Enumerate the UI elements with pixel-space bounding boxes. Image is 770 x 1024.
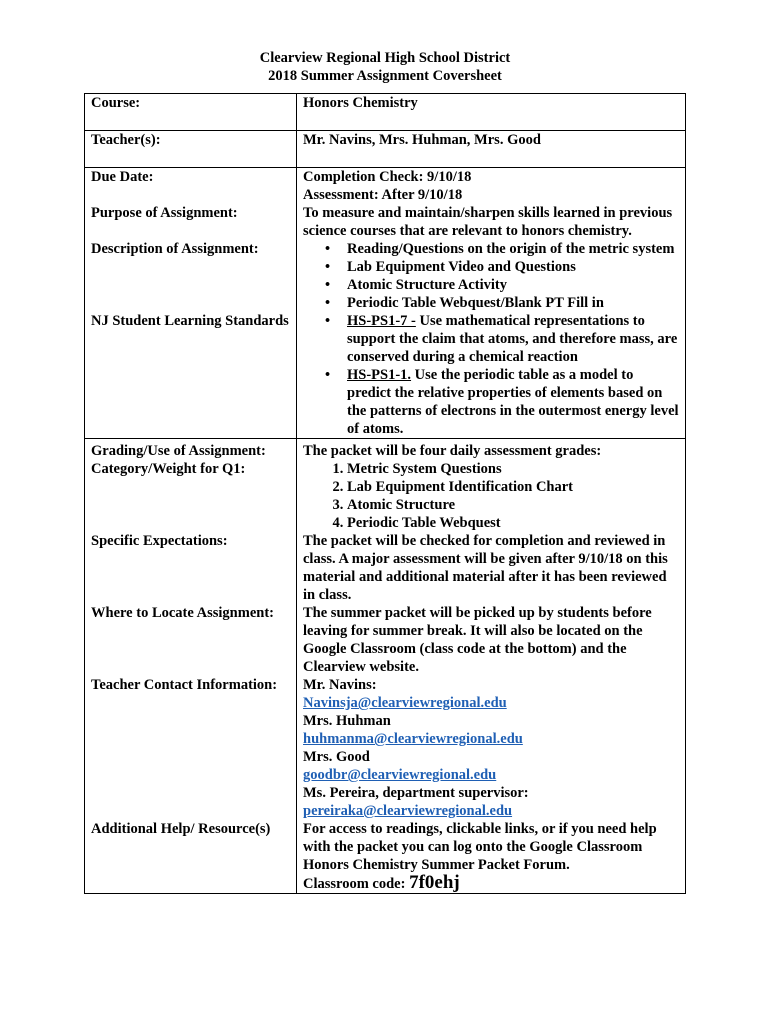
purpose-row: [85, 204, 686, 240]
classroom-code: [303, 874, 679, 893]
contact-name: Ms. Pereira, department supervisor:: [303, 785, 529, 801]
grading-label-line2: Category/Weight for Q1:: [91, 461, 246, 477]
course-label: Course:: [85, 94, 297, 131]
help-value: [297, 820, 686, 894]
list-item: 1. Metric System Questions: [347, 460, 679, 478]
grading-row: [85, 439, 686, 533]
email-link[interactable]: huhmanma@clearviewregional.edu: [303, 731, 523, 747]
standards-value: [297, 312, 686, 439]
classroom-code-value: 7f0ehj: [409, 872, 460, 893]
description-label: Description of Assignment:: [85, 240, 297, 312]
purpose-label: Purpose of Assignment:: [85, 204, 297, 240]
grading-list: [303, 460, 679, 532]
grading-value: [297, 439, 686, 533]
standards-list: [303, 312, 679, 438]
assessment-date: Assessment: After 9/10/18: [303, 187, 463, 203]
expectations-label: Specific Expectations:: [85, 532, 297, 604]
list-item: 3. Atomic Structure: [347, 496, 679, 514]
contact-name: Mrs. Good: [303, 749, 370, 765]
grading-label: [85, 439, 297, 533]
contact-value: [297, 676, 686, 820]
email-link[interactable]: goodbr@clearviewregional.edu: [303, 767, 497, 783]
standard-text: Use the periodic table as a model to predict the relative properties of elements based on the patterns of electrons in the outermost energy level of atoms.: [347, 367, 679, 437]
email-link[interactable]: pereiraka@clearviewregional.edu: [303, 803, 513, 819]
description-value: [297, 240, 686, 312]
classroom-code-label: Classroom code:: [303, 876, 410, 892]
list-item: • Lab Equipment Video and Questions: [347, 258, 679, 276]
grading-intro: The packet will be four daily assessment grades:: [303, 443, 602, 459]
expectations-value: The packet will be checked for completion and reviewed in class. A major assessment will be given after 9/10/18 on this material and additional material after it has been reviewed in class.: [297, 532, 686, 604]
standard-code: HS-PS1-7 -: [347, 313, 416, 329]
list-item: • Reading/Questions on the origin of the metric system: [347, 240, 679, 258]
standard-text: Use mathematical representations to support the claim that atoms, and therefore mass, are conserved during a chemical reaction: [347, 313, 678, 365]
description-list: [303, 240, 679, 312]
course-row: [85, 94, 686, 131]
list-item: • Periodic Table Webquest/Blank PT Fill in: [347, 294, 679, 312]
due-label: Due Date:: [85, 168, 297, 205]
list-item: 4. Periodic Table Webquest: [347, 514, 679, 532]
email-link[interactable]: Navinsja@clearviewregional.edu: [303, 695, 507, 711]
help-row: [85, 820, 686, 894]
district-name: Clearview Regional High School District: [259, 50, 511, 66]
document-title: 2018 Summer Assignment Coversheet: [268, 68, 502, 84]
help-label: Additional Help/ Resource(s): [85, 820, 297, 894]
completion-check: Completion Check: 9/10/18: [303, 169, 472, 185]
locate-row: [85, 604, 686, 676]
expectations-row: [85, 532, 686, 604]
coversheet-table: [84, 93, 686, 894]
standard-code: HS-PS1-1.: [347, 367, 412, 383]
locate-label: Where to Locate Assignment:: [85, 604, 297, 676]
course-value: Honors Chemistry: [297, 94, 686, 131]
list-item: 2. Lab Equipment Identification Chart: [347, 478, 679, 496]
teacher-label: Teacher(s):: [85, 131, 297, 168]
document-header: [0, 49, 770, 85]
description-row: [85, 240, 686, 312]
teacher-value: Mr. Navins, Mrs. Huhman, Mrs. Good: [297, 131, 686, 168]
purpose-value: To measure and maintain/sharpen skills learned in previous science courses that are relevant to honors chemistry.: [297, 204, 686, 240]
due-row: [85, 168, 686, 205]
contact-row: [85, 676, 686, 820]
standards-label: NJ Student Learning Standards: [85, 312, 297, 439]
due-value: [297, 168, 686, 205]
help-text: For access to readings, clickable links, or if you need help with the packet you can log onto the Google Classroom Honors Chemistry Summer Packet Forum.: [303, 821, 657, 873]
contact-label: Teacher Contact Information:: [85, 676, 297, 820]
standards-row: [85, 312, 686, 439]
contact-name: Mr. Navins:: [303, 677, 377, 693]
list-item: [347, 366, 679, 438]
grading-label-line1: Grading/Use of Assignment:: [91, 443, 266, 459]
teacher-row: [85, 131, 686, 168]
contact-name: Mrs. Huhman: [303, 713, 391, 729]
list-item: [347, 312, 679, 366]
locate-value: The summer packet will be picked up by students before leaving for summer break. It will also be located on the Google Classroom (class code at the bottom) and the Clearview website.: [297, 604, 686, 676]
list-item: • Atomic Structure Activity: [347, 276, 679, 294]
